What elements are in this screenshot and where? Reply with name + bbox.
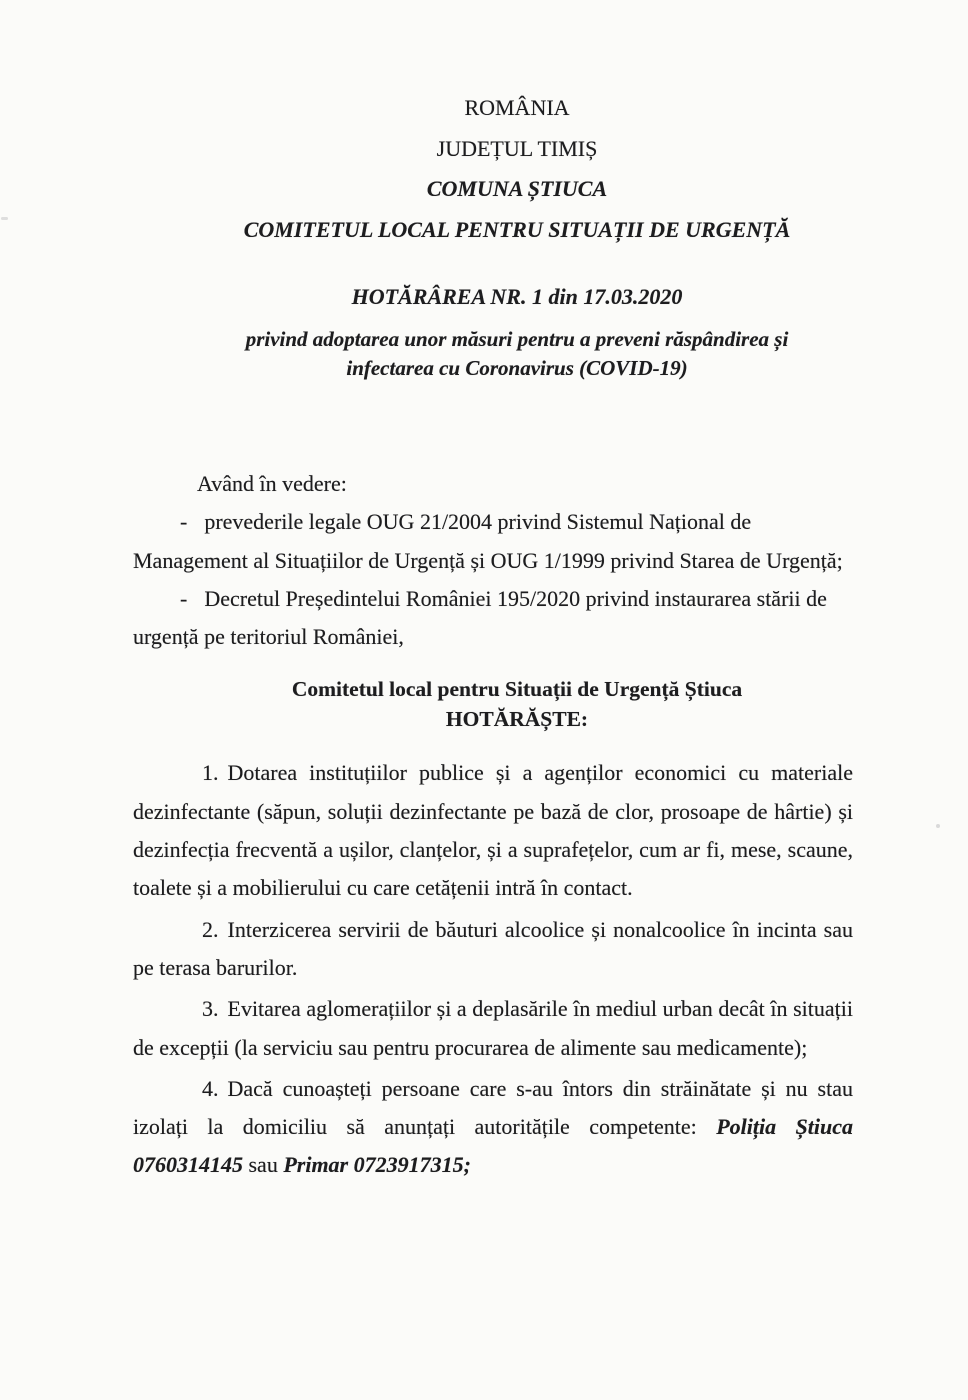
decision-heading (133, 674, 853, 734)
mayor-contact-phone: Primar 0723917315; (283, 1152, 471, 1178)
scan-artifact-speck (936, 824, 940, 828)
article-3 (133, 990, 853, 1067)
article-number: 3. (202, 996, 219, 1022)
preamble-intro: Având în vedere: (197, 471, 347, 496)
article-2 (133, 911, 853, 988)
articles-section (133, 754, 853, 1184)
police-contact-phone: Poliția Știuca 0760314145 (133, 1114, 853, 1178)
scan-artifact-speck (1, 217, 8, 220)
decision-subtitle-line1: privind adoptarea unor măsuri pentru a preveni răspândirea și (245, 327, 789, 351)
decision-subtitle (181, 325, 853, 383)
decision-title: HOTĂRÂREA NR. 1 din 17.03.2020 (351, 284, 683, 309)
header-commune: COMUNA ȘTIUCA (426, 176, 608, 201)
article-1 (133, 754, 853, 907)
decision-heading-verb: HOTĂRĂȘTE: (445, 707, 589, 732)
article-number: 2. (202, 916, 219, 942)
article-text: Dotarea instituțiilor publice și a agenților economici cu materiale dezinfectante (săpun, soluții dezinfectante pe bază de clor, prosoape de hârtie) și dezinfecția frecventă a ușilor, clanțelor, și a suprafețelor, cum ar fi, mese, scaune, toalete și a mobilierului cu care cetățenii intră în contact. (133, 760, 853, 901)
list-dash-marker: - (180, 585, 188, 611)
preamble-item-text: Decretul Președintelui României 195/2020 privind instaurarea stării de urgență pe teritoriul României, (133, 585, 827, 650)
preamble-item (133, 580, 853, 657)
list-dash-marker: - (180, 509, 188, 535)
article-number: 4. (202, 1075, 219, 1101)
preamble-item (133, 503, 853, 580)
header-committee: COMITETUL LOCAL PENTRU SITUAȚII DE URGENȚĂ (243, 216, 791, 242)
article-number: 1. (202, 760, 219, 786)
header-county: JUDEȚUL TIMIȘ (436, 135, 598, 161)
article-text: Dacă cunoașteți persoane care s-au întors din străinătate și nu stau izolați la domiciliu să anunțați autoritățile competente: (133, 1075, 853, 1140)
decision-heading-committee: Comitetul local pentru Situații de Urgență Știuca (291, 677, 743, 702)
article-text: Evitarea aglomerațiilor și a deplasările în mediul urban decât în situații de excepții (la serviciu sau pentru procurarea de alimente sau medicamente); (133, 996, 853, 1060)
article-text: Interzicerea servirii de băuturi alcoolice și nonalcoolice în incinta sau pe terasa barurilor. (133, 916, 853, 980)
header-country: ROMÂNIA (464, 95, 570, 120)
preamble (133, 465, 853, 656)
title-block (133, 282, 853, 383)
preamble-item-text: prevederile legale OUG 21/2004 privind Sistemul Național de Management al Situațiilor de Urgență și OUG 1/1999 privind Starea de Urgență; (133, 509, 843, 573)
article-text-connector: sau (243, 1152, 284, 1178)
decision-subtitle-line2: infectarea cu Coronavirus (COVID-19) (346, 356, 688, 380)
article-4 (133, 1070, 853, 1185)
document-header (133, 88, 853, 250)
